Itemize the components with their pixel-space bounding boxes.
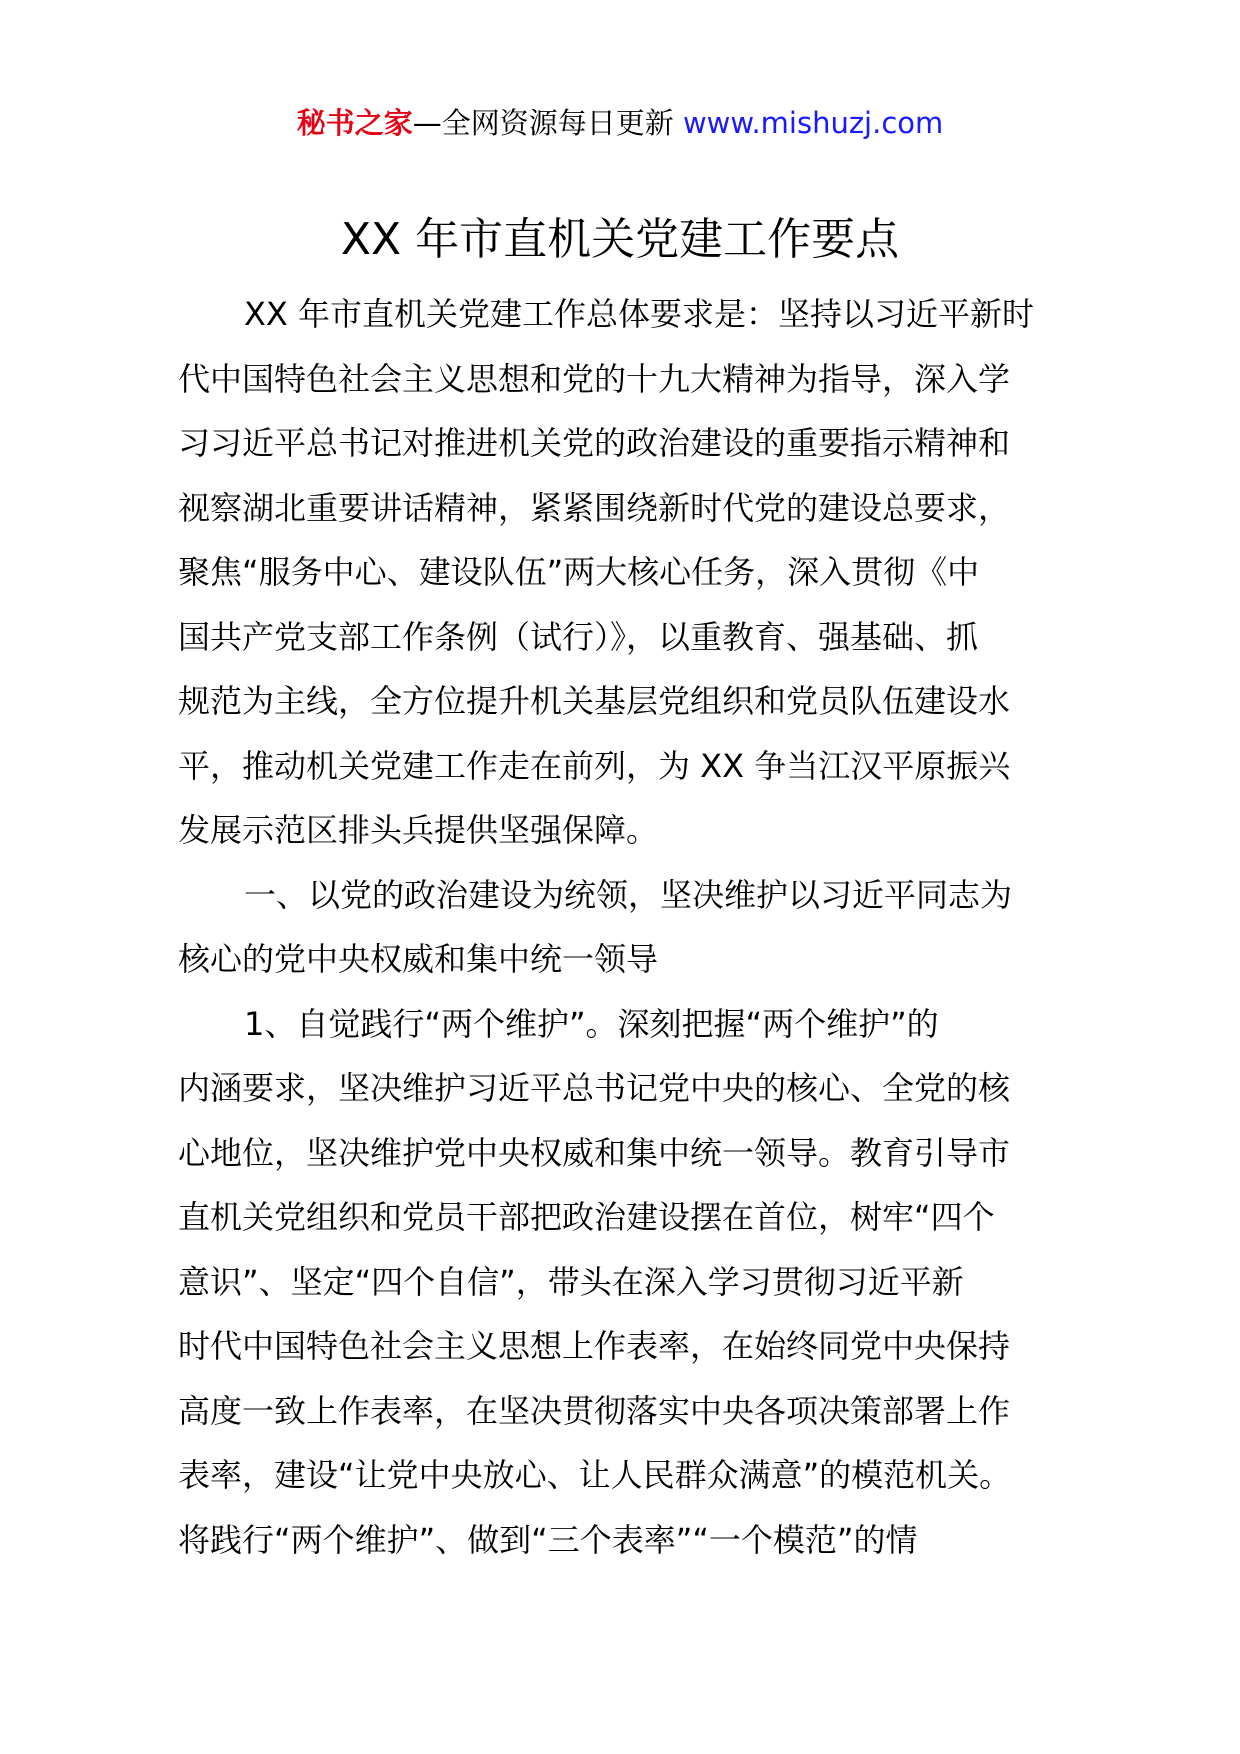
section-heading-line: 一、以党的政治建设为统领，坚决维护以习近平同志为 bbox=[244, 875, 1013, 914]
site-url-link[interactable]: www.mishuzj.com bbox=[682, 106, 944, 140]
document-body bbox=[178, 282, 1078, 1572]
body-line: 视察湖北重要讲话精神，紧紧围绕新时代党的建设总要求， bbox=[178, 488, 1011, 527]
body-line: 国共产党支部工作条例（试行）》，以重教育、强基础、抓 bbox=[178, 617, 979, 656]
header-tagline: —全网资源每日更新 bbox=[412, 106, 674, 140]
body-line: 直机关党组织和党员干部把政治建设摆在首位，树牢“四个 bbox=[178, 1198, 995, 1236]
body-line: 表率，建设“让党中央放心、让人民群众满意”的模范机关。 bbox=[178, 1456, 1012, 1494]
site-header bbox=[0, 103, 1240, 143]
body-line: 规范为主线，全方位提升机关基层党组织和党员队伍建设水 bbox=[178, 682, 1011, 720]
body-line: 内涵要求，坚决维护习近平总书记党中央的核心、全党的核 bbox=[178, 1069, 1011, 1107]
body-line: 代中国特色社会主义思想和党的十九大精神为指导，深入学 bbox=[178, 359, 1011, 398]
body-line: 发展示范区排头兵提供坚强保障。 bbox=[178, 811, 659, 849]
body-line: 高度一致上作表率，在坚决贯彻落实中央各项决策部署上作 bbox=[178, 1391, 1011, 1430]
body-line: 1、自觉践行“两个维护”。深刻把握“两个维护”的 bbox=[244, 1004, 939, 1043]
body-line: XX 年市直机关党建工作总体要求是：坚持以习近平新时 bbox=[244, 295, 1035, 333]
body-line: 聚焦“服务中心、建设队伍”两大核心任务，深入贯彻《中 bbox=[178, 553, 980, 591]
brand-name: 秘书之家 bbox=[296, 106, 413, 140]
body-line: 时代中国特色社会主义思想上作表率，在始终同党中央保持 bbox=[178, 1327, 1011, 1365]
document-title: XX 年市直机关党建工作要点 bbox=[340, 214, 900, 265]
body-line: 平，推动机关党建工作走在前列，为 XX 争当江汉平原振兴 bbox=[178, 746, 1011, 785]
body-line: 将践行“两个维护”、做到“三个表率”“一个模范”的情 bbox=[178, 1520, 918, 1559]
body-line: 意识”、坚定“四个自信”，带头在深入学习贯彻习近平新 bbox=[178, 1262, 964, 1301]
body-line: 心地位，坚决维护党中央权威和集中统一领导。教育引导市 bbox=[178, 1133, 1011, 1172]
body-line: 习习近平总书记对推进机关党的政治建设的重要指示精神和 bbox=[178, 424, 1011, 462]
section-heading-line: 核心的党中央权威和集中统一领导 bbox=[178, 940, 659, 978]
